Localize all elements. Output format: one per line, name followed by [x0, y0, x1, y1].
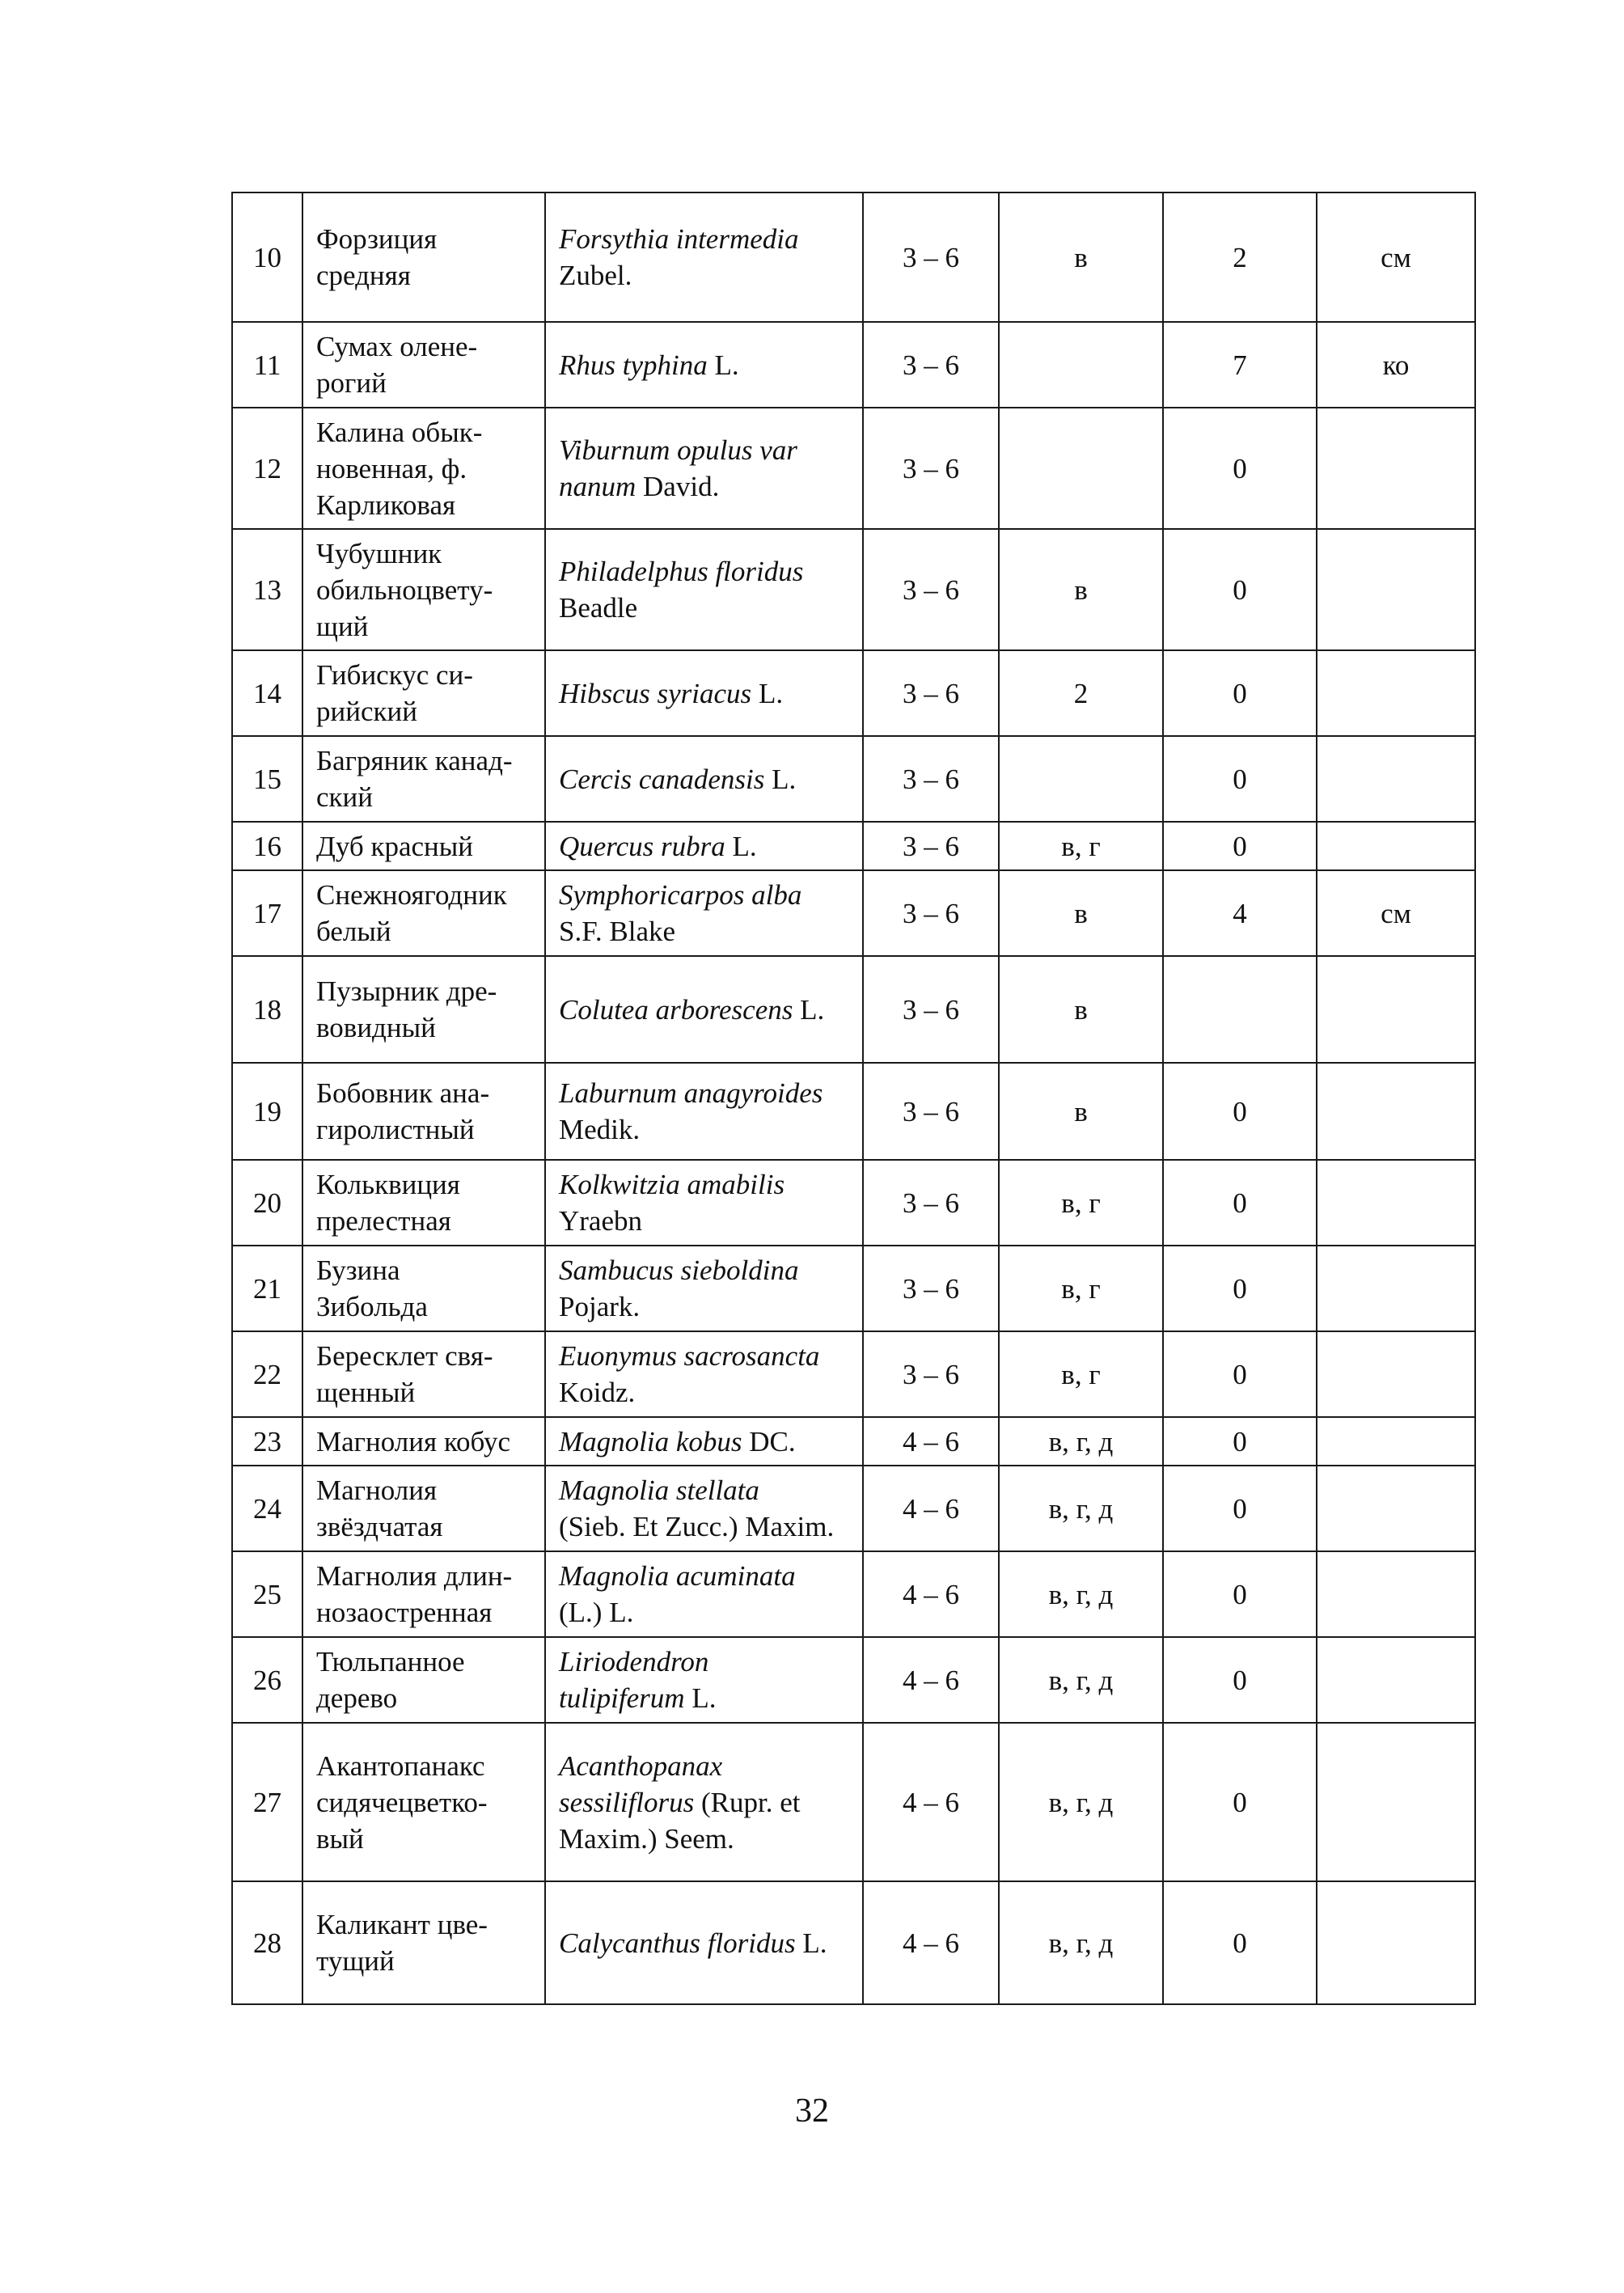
latin-name-line [559, 1644, 857, 1680]
value-column: 0 [1163, 1331, 1317, 1417]
russian-name-line: Пузырник дре- [316, 975, 497, 1007]
plants-table-body [232, 192, 1475, 2004]
russian-name [302, 529, 545, 650]
age-range: 3 – 6 [863, 870, 999, 956]
row-number: 22 [232, 1331, 302, 1417]
extra-column [1317, 822, 1475, 870]
value-column: 2 [1163, 192, 1317, 322]
mark-column: 2 [999, 650, 1163, 736]
mark-column [999, 408, 1163, 529]
mark-column [999, 322, 1163, 408]
latin-name [545, 1331, 863, 1417]
extra-column [1317, 1466, 1475, 1551]
table-row [232, 192, 1475, 322]
mark-column: в, г, д [999, 1417, 1163, 1466]
russian-name-line: Дуб красный [316, 830, 474, 862]
table-row [232, 870, 1475, 956]
latin-name-italic: Symphoricarpos alba [559, 879, 802, 911]
latin-name [545, 1466, 863, 1551]
mark-column: в [999, 870, 1163, 956]
plants-table [231, 192, 1476, 2005]
russian-name-line: тущий [316, 1945, 395, 1977]
russian-name-line: прелестная [316, 1205, 451, 1237]
russian-name-line: рогий [316, 367, 387, 399]
table-row [232, 956, 1475, 1063]
age-range: 3 – 6 [863, 1160, 999, 1246]
mark-column: в, г, д [999, 1637, 1163, 1723]
latin-name [545, 1246, 863, 1331]
latin-name-author: L. [707, 349, 739, 381]
row-number: 28 [232, 1881, 302, 2004]
mark-column: в, г [999, 1331, 1163, 1417]
value-column [1163, 956, 1317, 1063]
row-number: 13 [232, 529, 302, 650]
russian-name-line: рийский [316, 696, 417, 727]
row-number: 27 [232, 1723, 302, 1881]
latin-name-line [559, 1748, 857, 1784]
extra-column [1317, 1417, 1475, 1466]
russian-name-line: Кольквиция [316, 1169, 460, 1200]
latin-name-line [559, 1925, 857, 1961]
table-row [232, 1466, 1475, 1551]
latin-name-italic: Viburnum opulus var [559, 434, 797, 466]
table-row [232, 1723, 1475, 1881]
latin-name-line [559, 1784, 857, 1821]
russian-name-line: Тюльпанное [316, 1646, 465, 1677]
value-column: 0 [1163, 1723, 1317, 1881]
row-number: 14 [232, 650, 302, 736]
latin-name-line [559, 1594, 857, 1631]
latin-name-italic: Magnolia acuminata [559, 1560, 796, 1592]
latin-name [545, 956, 863, 1063]
extra-column [1317, 1551, 1475, 1637]
latin-name-italic: Cercis canadensis [559, 763, 765, 795]
extra-column [1317, 956, 1475, 1063]
russian-name-line: Багряник канад- [316, 745, 513, 776]
russian-name-line: Магнолия кобус [316, 1425, 511, 1457]
mark-column: в, г, д [999, 1551, 1163, 1637]
extra-column [1317, 650, 1475, 736]
mark-column [999, 736, 1163, 822]
value-column: 0 [1163, 822, 1317, 870]
latin-name-line [559, 590, 857, 626]
russian-name-line: Калина обык- [316, 416, 483, 448]
value-column: 0 [1163, 1063, 1317, 1160]
age-range: 3 – 6 [863, 650, 999, 736]
latin-name-author: Medik. [559, 1114, 641, 1145]
latin-name-author: S.F. Blake [559, 916, 676, 947]
latin-name [545, 870, 863, 956]
latin-name-italic: Forsythia intermedia [559, 223, 799, 255]
russian-name-line: ский [316, 781, 373, 813]
row-number: 16 [232, 822, 302, 870]
latin-name-author: (Sieb. Et Zucc.) Maxim. [559, 1511, 835, 1542]
russian-name-line: Каликант цве- [316, 1909, 488, 1940]
latin-name-line [559, 913, 857, 950]
latin-name-line [559, 1166, 857, 1203]
russian-name-line: нозаостренная [316, 1597, 493, 1628]
latin-name-line [559, 828, 857, 865]
age-range: 3 – 6 [863, 529, 999, 650]
extra-column [1317, 736, 1475, 822]
mark-column: в [999, 192, 1163, 322]
latin-name [545, 1551, 863, 1637]
latin-name-italic: Euonymus sacrosancta [559, 1340, 820, 1372]
mark-column: в, г, д [999, 1466, 1163, 1551]
row-number: 18 [232, 956, 302, 1063]
mark-column: в [999, 529, 1163, 650]
russian-name-line: Бересклет свя- [316, 1340, 493, 1372]
value-column: 0 [1163, 529, 1317, 650]
latin-name-author: (Rupr. et [694, 1786, 801, 1818]
age-range: 4 – 6 [863, 1881, 999, 2004]
latin-name-author: DC. [742, 1425, 796, 1457]
mark-column: в, г [999, 1246, 1163, 1331]
latin-name [545, 529, 863, 650]
latin-name-italic: Calycanthus floridus [559, 1927, 796, 1959]
age-range: 3 – 6 [863, 956, 999, 1063]
latin-name-line [559, 877, 857, 913]
row-number: 15 [232, 736, 302, 822]
latin-name-line [559, 1821, 857, 1857]
russian-name [302, 322, 545, 408]
mark-column: в, г [999, 1160, 1163, 1246]
latin-name-italic: nanum [559, 471, 636, 502]
latin-name [545, 1160, 863, 1246]
value-column: 7 [1163, 322, 1317, 408]
row-number: 21 [232, 1246, 302, 1331]
table-row [232, 822, 1475, 870]
value-column: 0 [1163, 1246, 1317, 1331]
latin-name-line [559, 468, 857, 505]
page-number: 32 [795, 2092, 829, 2130]
russian-name [302, 1881, 545, 2004]
table-row [232, 1637, 1475, 1723]
value-column: 0 [1163, 1881, 1317, 2004]
latin-name-line [559, 1472, 857, 1508]
latin-name-author: L. [725, 830, 757, 862]
value-column: 4 [1163, 870, 1317, 956]
extra-column [1317, 1160, 1475, 1246]
latin-name [545, 1881, 863, 2004]
russian-name-line: щенный [316, 1377, 416, 1408]
extra-column: см [1317, 192, 1475, 322]
russian-name-line: гиролистный [316, 1114, 475, 1145]
russian-name-line: Зибольда [316, 1291, 428, 1322]
latin-name-italic: Acanthopanax [559, 1749, 723, 1782]
latin-name-line [559, 992, 857, 1028]
russian-name [302, 956, 545, 1063]
age-range: 4 – 6 [863, 1417, 999, 1466]
age-range: 3 – 6 [863, 192, 999, 322]
latin-name-author: David. [636, 471, 720, 502]
latin-name-author: Maxim.) Seem. [559, 1822, 734, 1855]
latin-name-line [559, 675, 857, 712]
age-range: 3 – 6 [863, 408, 999, 529]
row-number: 20 [232, 1160, 302, 1246]
russian-name-line: Бобовник ана- [316, 1077, 490, 1109]
russian-name-line: звёздчатая [316, 1511, 443, 1542]
russian-name-line: Чубушник [316, 537, 442, 569]
latin-name [545, 408, 863, 529]
latin-name-author: L. [751, 677, 784, 709]
russian-name-line: щий [316, 610, 369, 642]
latin-name-author: Yraebn [559, 1205, 643, 1237]
latin-name-italic: Rhus typhina [559, 349, 708, 381]
russian-name [302, 1246, 545, 1331]
age-range: 4 – 6 [863, 1637, 999, 1723]
table-row [232, 1063, 1475, 1160]
latin-name-line [559, 1111, 857, 1148]
latin-name-italic: Laburnum anagyroides [559, 1077, 823, 1109]
latin-name [545, 1417, 863, 1466]
latin-name-line [559, 1508, 857, 1545]
mark-column: в, г, д [999, 1723, 1163, 1881]
age-range: 3 – 6 [863, 1063, 999, 1160]
latin-name-line [559, 1558, 857, 1594]
russian-name-line: средняя [316, 260, 411, 291]
extra-column [1317, 1881, 1475, 2004]
latin-name-italic: Kolkwitzia amabilis [559, 1169, 785, 1200]
extra-column [1317, 1637, 1475, 1723]
latin-name-line [559, 1252, 857, 1288]
table-row [232, 1551, 1475, 1637]
latin-name-italic: Quercus rubra [559, 830, 725, 862]
row-number: 24 [232, 1466, 302, 1551]
russian-name [302, 1466, 545, 1551]
latin-name [545, 192, 863, 322]
mark-column: в [999, 1063, 1163, 1160]
extra-column [1317, 408, 1475, 529]
latin-name-line [559, 1424, 857, 1460]
russian-name-line: белый [316, 916, 391, 947]
russian-name-line: Магнолия [316, 1474, 438, 1506]
latin-name [545, 736, 863, 822]
latin-name-author: Zubel. [559, 260, 632, 291]
russian-name [302, 192, 545, 322]
russian-name [302, 1331, 545, 1417]
latin-name-line [559, 761, 857, 797]
russian-name [302, 1417, 545, 1466]
row-number: 19 [232, 1063, 302, 1160]
latin-name [545, 1637, 863, 1723]
mark-column: в, г [999, 822, 1163, 870]
latin-name-italic: Colutea arborescens [559, 993, 793, 1026]
latin-name-italic: sessiliflorus [559, 1786, 695, 1818]
row-number: 11 [232, 322, 302, 408]
russian-name-line: Бузина [316, 1254, 400, 1286]
value-column: 0 [1163, 1551, 1317, 1637]
latin-name-author: Beadle [559, 592, 638, 624]
russian-name [302, 870, 545, 956]
row-number: 23 [232, 1417, 302, 1466]
russian-name-line: Гибискус си- [316, 659, 473, 691]
latin-name-italic: Philadelphus floridus [559, 556, 804, 587]
value-column: 0 [1163, 1417, 1317, 1466]
latin-name-line [559, 553, 857, 590]
latin-name [545, 650, 863, 736]
age-range: 3 – 6 [863, 1246, 999, 1331]
latin-name-line [559, 1075, 857, 1111]
latin-name [545, 1723, 863, 1881]
row-number: 12 [232, 408, 302, 529]
table-row [232, 736, 1475, 822]
latin-name-line [559, 1338, 857, 1374]
table-row [232, 1417, 1475, 1466]
russian-name-line: Магнолия длин- [316, 1560, 513, 1592]
value-column: 0 [1163, 650, 1317, 736]
row-number: 17 [232, 870, 302, 956]
age-range: 3 – 6 [863, 322, 999, 408]
latin-name-line [559, 1203, 857, 1239]
russian-name [302, 822, 545, 870]
value-column: 0 [1163, 408, 1317, 529]
row-number: 10 [232, 192, 302, 322]
value-column: 0 [1163, 1466, 1317, 1551]
row-number: 25 [232, 1551, 302, 1637]
latin-name-line [559, 257, 857, 294]
table-row [232, 322, 1475, 408]
extra-column [1317, 1063, 1475, 1160]
russian-name [302, 1723, 545, 1881]
extra-column [1317, 529, 1475, 650]
age-range: 3 – 6 [863, 1331, 999, 1417]
latin-name-author: L. [764, 763, 797, 795]
russian-name [302, 736, 545, 822]
latin-name-line [559, 432, 857, 468]
age-range: 4 – 6 [863, 1551, 999, 1637]
value-column: 0 [1163, 736, 1317, 822]
table-row [232, 1246, 1475, 1331]
russian-name-line: Сумах олене- [316, 331, 478, 362]
russian-name-line: Акантопанакс [316, 1749, 485, 1782]
latin-name-author: (L.) L. [559, 1597, 634, 1628]
russian-name-line: новенная, ф. [316, 452, 467, 484]
latin-name-italic: Hibscus syriacus [559, 677, 752, 709]
latin-name-italic: Magnolia kobus [559, 1425, 742, 1457]
latin-name-line [559, 1680, 857, 1716]
age-range: 4 – 6 [863, 1466, 999, 1551]
value-column: 0 [1163, 1637, 1317, 1723]
russian-name [302, 650, 545, 736]
table-row [232, 1331, 1475, 1417]
russian-name-line: Форзиция [316, 223, 438, 255]
latin-name-italic: Sambucus sieboldina [559, 1254, 799, 1286]
table-row [232, 529, 1475, 650]
age-range: 3 – 6 [863, 736, 999, 822]
russian-name-line: Карликовая [316, 489, 456, 521]
russian-name-line: обильноцвету- [316, 573, 493, 606]
extra-column: см [1317, 870, 1475, 956]
age-range: 3 – 6 [863, 822, 999, 870]
extra-column [1317, 1723, 1475, 1881]
russian-name-line: вовидный [316, 1012, 436, 1043]
russian-name-line: вый [316, 1822, 364, 1855]
extra-column [1317, 1246, 1475, 1331]
latin-name-author: Pojark. [559, 1291, 641, 1322]
mark-column: в, г, д [999, 1881, 1163, 2004]
latin-name [545, 322, 863, 408]
latin-name-italic: Liriodendron [559, 1646, 709, 1677]
latin-name-line [559, 1288, 857, 1325]
latin-name-italic: tulipiferum [559, 1682, 685, 1714]
latin-name-author: Koidz. [559, 1377, 636, 1408]
extra-column [1317, 1331, 1475, 1417]
russian-name [302, 1063, 545, 1160]
russian-name-line: сидячецветко- [316, 1786, 488, 1818]
value-column: 0 [1163, 1160, 1317, 1246]
russian-name [302, 1637, 545, 1723]
latin-name [545, 822, 863, 870]
latin-name-author: L. [793, 993, 825, 1026]
russian-name-line: дерево [316, 1682, 398, 1714]
russian-name-line: Снежноягодник [316, 879, 507, 911]
latin-name-author: L. [795, 1927, 827, 1959]
latin-name [545, 1063, 863, 1160]
extra-column: ко [1317, 322, 1475, 408]
table-row [232, 650, 1475, 736]
latin-name-line [559, 221, 857, 257]
table-row [232, 1881, 1475, 2004]
latin-name-line [559, 1374, 857, 1411]
mark-column: в [999, 956, 1163, 1063]
latin-name-line [559, 347, 857, 383]
russian-name [302, 408, 545, 529]
age-range: 4 – 6 [863, 1723, 999, 1881]
table-row [232, 1160, 1475, 1246]
latin-name-author: L. [684, 1682, 717, 1714]
table-row [232, 408, 1475, 529]
russian-name [302, 1160, 545, 1246]
row-number: 26 [232, 1637, 302, 1723]
russian-name [302, 1551, 545, 1637]
latin-name-italic: Magnolia stellata [559, 1474, 759, 1506]
